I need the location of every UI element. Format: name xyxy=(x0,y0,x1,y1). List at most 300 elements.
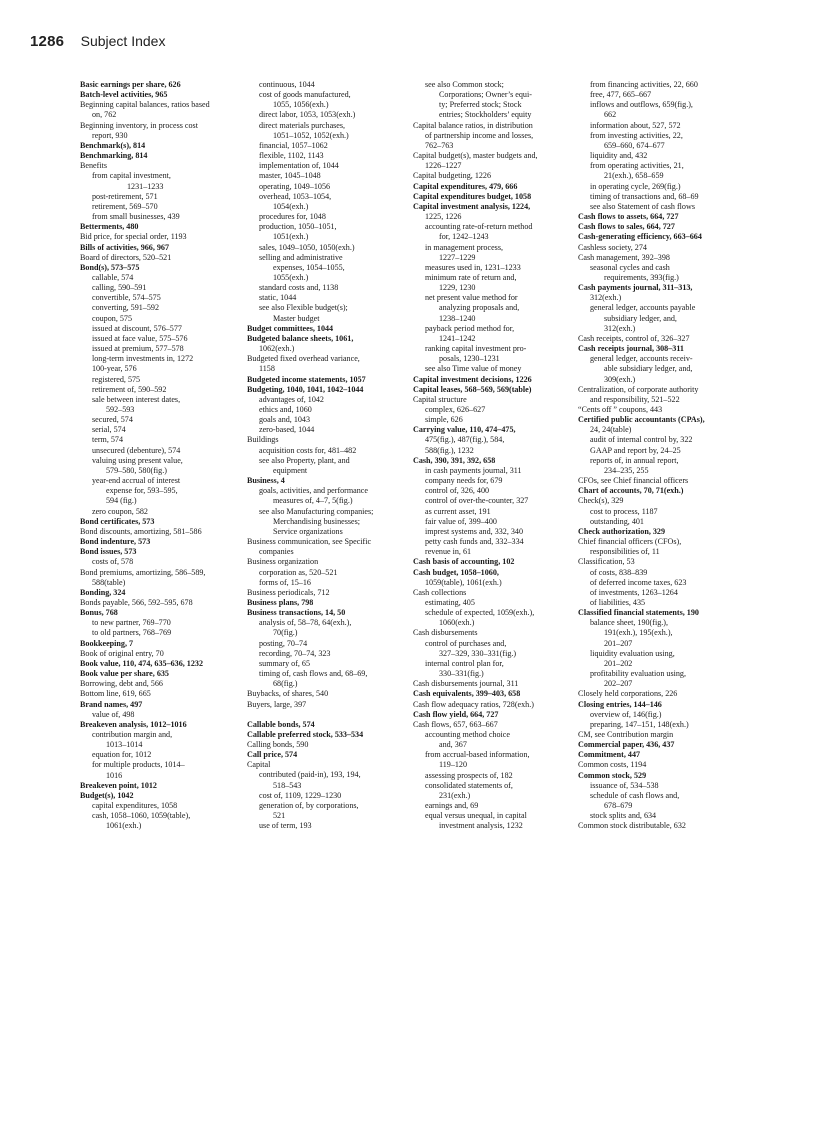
index-entry: cost of goods manufactured, xyxy=(259,90,351,100)
index-entry: timing of, cash flows and, 68–69, xyxy=(259,669,368,679)
index-entry: master, 1045–1048 xyxy=(259,171,321,181)
index-entry: Cash collections xyxy=(413,587,467,597)
index-entry: 1055, 1056(exh.) xyxy=(273,100,329,110)
index-entry: Commitment, 447 xyxy=(578,750,641,760)
index-entry: requirements, 393(fig.) xyxy=(604,272,679,282)
index-entry: 1059(table), 1061(exh.) xyxy=(425,577,502,587)
index-entry: seasonal cycles and cash xyxy=(590,262,670,272)
index-entry: Calling bonds, 590 xyxy=(247,740,309,749)
index-entry: 1016 xyxy=(106,770,123,780)
index-entry: 1055(exh.) xyxy=(273,272,309,282)
index-entry: Business organization xyxy=(247,557,319,567)
index-entry: Business transactions, 14, 50 xyxy=(247,608,346,618)
index-entry: Common costs, 1194 xyxy=(578,760,647,770)
index-entry: calling, 590–591 xyxy=(92,283,147,293)
index-entry: see also Common stock; xyxy=(425,80,504,89)
index-entry: information about, 527, 572 xyxy=(590,120,681,130)
index-entry: subsidiary ledger, and, xyxy=(604,313,677,323)
index-entry: secured, 574 xyxy=(92,415,133,425)
index-entry: in management process, xyxy=(425,242,503,252)
index-entry: 592–593 xyxy=(106,405,135,414)
index-entry: accounting rate-of-return method xyxy=(425,222,533,232)
index-entry: measures used in, 1231–1233 xyxy=(425,262,521,272)
index-entry: internal control plan for, xyxy=(425,658,504,668)
index-entry: Batch-level activities, 965 xyxy=(80,90,168,100)
index-entry: forms of, 15–16 xyxy=(259,577,311,587)
index-entry: Business communication, see Specific xyxy=(247,537,372,547)
index-entry: of liabilities, 435 xyxy=(590,597,646,607)
index-entry: payback period method for, xyxy=(425,323,515,333)
index-entry: equal versus unequal, in capital xyxy=(425,811,527,821)
index-entry: issued at face value, 575–576 xyxy=(92,333,188,343)
index-entry: measures of, 4–7, 5(fig.) xyxy=(273,496,353,506)
index-entry: acquisition costs for, 481–482 xyxy=(259,445,357,455)
index-entry: contribution margin and, xyxy=(92,730,173,739)
index-entry: 202–207 xyxy=(604,679,633,689)
index-entry: 327–329, 330–331(fig.) xyxy=(439,648,517,658)
index-entry: see also Statement of cash flows xyxy=(590,201,695,211)
index-entry: Buildings xyxy=(247,435,279,445)
index-entry: minimum rate of return and, xyxy=(425,272,517,282)
index-entry: 1238–1240 xyxy=(439,313,476,323)
index-entry: Bills of activities, 966, 967 xyxy=(80,242,170,252)
index-entry: Budget(s), 1042 xyxy=(80,790,134,800)
index-entry: Book of original entry, 70 xyxy=(80,648,164,658)
index-entry: imprest systems and, 332, 340 xyxy=(425,526,524,536)
index-entry: Capital expenditures, 479, 666 xyxy=(413,181,518,191)
index-entry: on, 762 xyxy=(92,110,117,120)
index-entry: Business plans, 798 xyxy=(247,597,314,607)
index-entry: Capital structure xyxy=(413,394,467,404)
index-entry: 1158 xyxy=(259,364,275,374)
index-entry: Check(s), 329 xyxy=(578,496,624,506)
index-entry: and, 367 xyxy=(439,740,467,750)
index-entry: Cash equivalents, 399–403, 658 xyxy=(413,689,521,699)
index-entry: 1062(exh.) xyxy=(259,344,295,354)
index-entry: outstanding, 401 xyxy=(590,516,644,526)
index-entry: summary of, 65 xyxy=(259,658,311,668)
index-entry: 659–660, 674–677 xyxy=(604,140,665,150)
index-entry: corporation as, 520–521 xyxy=(259,567,338,577)
index-entry: Centralization, of corporate authority xyxy=(578,384,699,394)
index-entry: ty; Preferred stock; Stock xyxy=(439,100,522,110)
index-entry: Merchandising businesses; xyxy=(273,516,360,526)
index-entry: Budget committees, 1044 xyxy=(247,323,334,333)
index-entry: investment analysis, 1232 xyxy=(439,821,523,831)
index-entry: able subsidiary ledger, and, xyxy=(604,364,693,374)
index-entry: equation for, 1012 xyxy=(92,750,152,760)
index-entry: zero coupon, 582 xyxy=(92,506,148,516)
index-entry: direct labor, 1053, 1053(exh.) xyxy=(259,110,356,120)
index-entry: Benchmarking, 814 xyxy=(80,151,148,161)
index-entry: overhead, 1053–1054, xyxy=(259,191,332,201)
index-entry: Cash-generating efficiency, 663–664 xyxy=(578,232,702,242)
index-entry: revenue in, 61 xyxy=(425,547,472,557)
index-entry: Bond premiums, amortizing, 586–589, xyxy=(80,567,206,577)
index-entry: from investing activities, 22, xyxy=(590,130,683,140)
index-entry: use of term, 193 xyxy=(259,821,312,831)
index-entry: cash, 1058–1060, 1059(table), xyxy=(92,811,191,821)
index-entry: implementation of, 1044 xyxy=(259,161,339,171)
index-entry: Book value per share, 635 xyxy=(80,669,169,679)
index-entry: 201–202 xyxy=(604,658,633,668)
index-entry: petty cash funds and, 332–334 xyxy=(425,537,524,547)
index-entry: Callable preferred stock, 533–534 xyxy=(247,729,364,739)
index-entry: of costs, 838–839 xyxy=(590,567,648,577)
index-entry: 1226–1227 xyxy=(425,161,462,171)
index-entry: goals and, 1043 xyxy=(259,415,311,425)
index-entry: for multiple products, 1014– xyxy=(92,760,185,770)
index-entry: 309(exh.) xyxy=(604,374,636,384)
index-entry: 1013–1014 xyxy=(106,740,143,750)
index-entry: 312(exh.) xyxy=(590,293,622,303)
index-column-4 xyxy=(578,80,744,832)
index-entry: from capital investment, xyxy=(92,171,171,181)
index-entry: posting, 70–74 xyxy=(259,638,308,648)
index-entry: financial, 1057–1062 xyxy=(259,140,328,150)
index-entry: in cash payments journal, 311 xyxy=(425,465,522,475)
index-entry: ethics and, 1060 xyxy=(259,405,312,414)
index-entry: Capital budgeting, 1226 xyxy=(413,171,492,181)
index-entry: Cash, 390, 391, 392, 658 xyxy=(413,455,496,465)
index-entry: Service organizations xyxy=(273,526,343,536)
index-entry: issued at premium, 577–578 xyxy=(92,344,184,354)
index-entry: 330–331(fig.) xyxy=(439,669,484,679)
index-entry: 662 xyxy=(604,110,617,120)
index-entry: capital expenditures, 1058 xyxy=(92,801,178,811)
index-entry: 1060(exh.) xyxy=(439,618,475,628)
index-entry: sales, 1049–1050, 1050(exh.) xyxy=(259,242,355,252)
index-entry: 1051–1052, 1052(exh.) xyxy=(273,130,349,140)
index-entry: to new partner, 769–770 xyxy=(92,618,171,628)
index-entry: long-term investments in, 1272 xyxy=(92,354,194,364)
index-entry: 1229, 1230 xyxy=(439,283,476,293)
index-entry: and responsibility, 521–522 xyxy=(590,394,680,404)
index-entry: 231(exh.) xyxy=(439,790,471,800)
index-entry: Bond issues, 573 xyxy=(80,547,137,557)
index-entry: Budgeted income statements, 1057 xyxy=(247,374,366,384)
index-entry: Capital leases, 568–569, 569(table) xyxy=(413,384,532,394)
index-entry: CM, see Contribution margin xyxy=(578,730,674,739)
index-entry: converting, 591–592 xyxy=(92,303,159,313)
index-entry: Capital balance ratios, in distribution xyxy=(413,120,533,130)
index-entry: issued at discount, 576–577 xyxy=(92,323,182,333)
index-entry: 1051(exh.) xyxy=(273,232,309,242)
index-entry: Bookkeeping, 7 xyxy=(80,638,134,648)
index-entry: Bond(s), 573–575 xyxy=(80,262,140,272)
index-entry: profitability evaluation using, xyxy=(590,669,686,679)
index-entry: preparing, 147–151, 148(exh.) xyxy=(590,719,689,729)
index-entry: term, 574 xyxy=(92,435,124,445)
index-entry: issuance of, 534–538 xyxy=(590,780,659,790)
index-entry: procedures for, 1048 xyxy=(259,212,326,222)
index-entry: Betterments, 480 xyxy=(80,222,139,232)
index-entry: Capital investment analysis, 1224, xyxy=(413,201,531,211)
index-entry: contributed (paid-in), 193, 194, xyxy=(259,770,361,780)
index-entry: 1061(exh.) xyxy=(106,821,142,831)
index-entry: companies xyxy=(259,547,294,557)
index-entry: from financing activities, 22, 660 xyxy=(590,80,698,89)
index-entry: see also Flexible budget(s); xyxy=(259,303,348,313)
index-entry: Book value, 110, 474, 635–636, 1232 xyxy=(80,658,203,668)
index-entry: Cash flows to assets, 664, 727 xyxy=(578,212,679,222)
index-entry: schedule of expected, 1059(exh.), xyxy=(425,608,535,618)
index-entry: 100-year, 576 xyxy=(92,364,137,374)
index-entry: standard costs and, 1138 xyxy=(259,283,339,293)
index-entry: Commercial paper, 436, 437 xyxy=(578,740,675,750)
index-entry: Bottom line, 619, 665 xyxy=(80,689,151,699)
index-entry: control of over-the-counter, 327 xyxy=(425,496,529,506)
index-entry: 70(fig.) xyxy=(273,628,298,638)
index-entry: consolidated statements of, xyxy=(425,780,513,790)
index-entry: from operating activities, 21, xyxy=(590,161,684,171)
index-entry: see also Property, plant, and xyxy=(259,455,350,465)
index-entry: general ledger, accounts receiv- xyxy=(590,354,693,364)
index-entry: Business periodicals, 712 xyxy=(247,587,330,597)
index-entry: of partnership income and losses, xyxy=(425,130,534,140)
index-entry: liquidity and, 432 xyxy=(590,151,648,161)
index-entry: Bonds payable, 566, 592–595, 678 xyxy=(80,597,193,607)
index-entry: Call price, 574 xyxy=(247,750,298,760)
index-entry: control of purchases and, xyxy=(425,638,507,648)
index-column-3 xyxy=(413,80,579,832)
index-entry: Cash payments journal, 311–313, xyxy=(578,283,693,293)
index-entry: “Cents off ” coupons, 443 xyxy=(578,405,663,414)
index-entry: GAAP and report by, 24–25 xyxy=(590,445,681,455)
index-entry: analyzing proposals and, xyxy=(439,303,520,313)
index-entry: as current asset, 191 xyxy=(425,506,491,516)
index-entry: Callable bonds, 574 xyxy=(247,719,315,729)
index-entry: flexible, 1102, 1143 xyxy=(259,151,324,161)
index-entry: simple, 626 xyxy=(425,415,463,425)
index-entry: Certified public accountants (CPAs), xyxy=(578,415,705,425)
index-entry: coupon, 575 xyxy=(92,313,133,323)
index-entry: Check authorization, 329 xyxy=(578,526,666,536)
index-entry: 21(exh.), 658–659 xyxy=(604,171,664,181)
index-entry: 68(fig.) xyxy=(273,679,298,689)
index-entry: 588(table) xyxy=(92,577,126,587)
index-entry: see also Time value of money xyxy=(425,364,522,374)
index-entry: to old partners, 768–769 xyxy=(92,628,172,638)
index-entry: Cash budget, 1058–1060, xyxy=(413,567,499,577)
index-entry: report, 930 xyxy=(92,130,128,140)
index-entry: 678–679 xyxy=(604,801,633,811)
index-entry: Classified financial statements, 190 xyxy=(578,608,699,618)
index-entry: Capital xyxy=(247,760,271,770)
index-entry: net present value method for xyxy=(425,293,518,303)
index-entry: cost of, 1109, 1229–1230 xyxy=(259,790,342,800)
index-entry: Cash receipts journal, 308–311 xyxy=(578,344,684,354)
index-entry: of investments, 1263–1264 xyxy=(590,587,678,597)
page-header xyxy=(30,33,165,51)
index-entry: expenses, 1054–1055, xyxy=(273,262,345,272)
index-entry: Breakeven point, 1012 xyxy=(80,780,157,790)
index-entry: post-retirement, 571 xyxy=(92,191,158,201)
index-entry: Breakeven analysis, 1012–1016 xyxy=(80,719,187,729)
index-entry: Bonus, 768 xyxy=(80,608,118,618)
index-entry: Capital expenditures budget, 1058 xyxy=(413,191,532,201)
index-entry: 594 (fig.) xyxy=(106,496,137,506)
index-entry: of deferred income taxes, 623 xyxy=(590,577,687,587)
index-entry: earnings and, 69 xyxy=(425,801,479,811)
index-entry: for, 1242–1243 xyxy=(439,232,489,242)
index-entry: estimating, 405 xyxy=(425,597,475,607)
index-entry: 762–763 xyxy=(425,140,454,150)
index-entry: accounting method choice xyxy=(425,730,510,739)
index-entry: 588(fig.), 1232 xyxy=(425,445,474,455)
index-entry: Bond indenture, 573 xyxy=(80,537,151,547)
index-entry: advantages of, 1042 xyxy=(259,394,324,404)
index-entry: analysis of, 58–78, 64(exh.), xyxy=(259,618,352,628)
page-number: 1286 xyxy=(30,33,65,50)
index-column-1 xyxy=(80,80,246,832)
index-entry: Buyers, large, 397 xyxy=(247,699,307,709)
index-entry: Bond certificates, 573 xyxy=(80,516,155,526)
index-entry: Cash flow yield, 664, 727 xyxy=(413,709,499,719)
index-entry: 1225, 1226 xyxy=(425,212,462,222)
index-entry: 24, 24(table) xyxy=(590,425,632,435)
index-entry: Beginning inventory, in process cost xyxy=(80,120,198,130)
index-entry: Brand names, 497 xyxy=(80,699,143,709)
index-entry: assessing prospects of, 182 xyxy=(425,770,513,780)
index-entry: Benchmark(s), 814 xyxy=(80,140,146,150)
index-entry: general ledger, accounts payable xyxy=(590,303,696,313)
index-entry: Capital investment decisions, 1226 xyxy=(413,374,532,384)
index-entry: direct materials purchases, xyxy=(259,120,346,130)
index-entry: Beginning capital balances, ratios based xyxy=(80,100,210,110)
index-entry: Corporations; Owner’s equi- xyxy=(439,90,532,100)
index-entry: Business, 4 xyxy=(247,476,285,486)
index-entry: Closing entries, 144–146 xyxy=(578,699,662,709)
index-entry: Cashless society, 274 xyxy=(578,242,647,252)
index-entry: free, 477, 665–667 xyxy=(590,90,652,100)
index-entry: inflows and outflows, 659(fig.), xyxy=(590,100,693,110)
index-entry: Capital budget(s), master budgets and, xyxy=(413,151,538,161)
index-entry: Cash flows to sales, 664, 727 xyxy=(578,222,675,232)
index-entry: operating, 1049–1056 xyxy=(259,181,331,191)
index-entry: 475(fig.), 487(fig.), 584, xyxy=(425,435,505,445)
index-entry: cost to process, 1187 xyxy=(590,506,658,516)
index-entry: static, 1044 xyxy=(259,293,297,303)
index-entry: costs of, 578 xyxy=(92,557,134,567)
index-entry: continuous, 1044 xyxy=(259,80,315,89)
index-entry: Cash flows, 657, 663–667 xyxy=(413,719,498,729)
index-entry: registered, 575 xyxy=(92,374,141,384)
index-entry: liquidity evaluation using, xyxy=(590,648,675,658)
index-entry: stock splits and, 634 xyxy=(590,811,657,821)
index-entry: Common stock, 529 xyxy=(578,770,647,780)
index-entry: Bond discounts, amortizing, 581–586 xyxy=(80,526,202,536)
index-entry: valuing using present value, xyxy=(92,455,183,465)
index-entry: 518–543 xyxy=(273,780,302,790)
index-entry: recording, 70–74, 323 xyxy=(259,648,331,658)
index-entry: retirement, 569–570 xyxy=(92,201,158,211)
index-entry: company needs for, 679 xyxy=(425,476,503,486)
index-entry: Carrying value, 110, 474–475, xyxy=(413,425,516,435)
index-entry: generation of, by corporations, xyxy=(259,800,359,810)
index-entry: 1231–1233 xyxy=(127,181,164,191)
index-entry: Chart of accounts, 70, 71(exh.) xyxy=(578,486,684,496)
index-entry: Master budget xyxy=(273,313,320,323)
index-entry: 1241–1242 xyxy=(439,333,476,343)
index-entry: convertible, 574–575 xyxy=(92,293,161,303)
index-entry: production, 1050–1051, xyxy=(259,222,337,232)
index-entry: Chief financial officers (CFOs), xyxy=(578,537,682,547)
index-entry: Classification, 53 xyxy=(578,557,635,567)
index-entry: Cash receipts, control of, 326–327 xyxy=(578,333,690,343)
index-entry: zero-based, 1044 xyxy=(259,425,315,435)
index-entry: sale between interest dates, xyxy=(92,394,181,404)
index-column-2 xyxy=(247,80,413,831)
index-entry: Common stock distributable, 632 xyxy=(578,821,686,831)
index-entry: schedule of cash flows and, xyxy=(590,790,680,800)
index-entry: 119–120 xyxy=(439,760,468,770)
index-entry: in operating cycle, 269(fig.) xyxy=(590,181,681,191)
index-entry: year-end accrual of interest xyxy=(92,476,181,486)
index-entry: Closely held corporations, 226 xyxy=(578,689,678,699)
index-entry: selling and administrative xyxy=(259,252,343,262)
index-entry xyxy=(247,710,413,720)
index-entry: Budgeted fixed overhead variance, xyxy=(247,354,360,364)
index-entry: 521 xyxy=(273,811,286,821)
index-entry: Cash disbursements journal, 311 xyxy=(413,679,519,689)
index-entry: unsecured (debenture), 574 xyxy=(92,445,181,455)
index-entry: entries; Stockholders’ equity xyxy=(439,110,532,120)
index-entry: Buybacks, of shares, 540 xyxy=(247,689,329,699)
index-entry: Basic earnings per share, 626 xyxy=(80,80,181,89)
index-entry: callable, 574 xyxy=(92,272,134,282)
index-entry: Cash basis of accounting, 102 xyxy=(413,557,515,567)
index-entry: Cash management, 392–398 xyxy=(578,252,670,262)
index-entry: overview of, 146(fig.) xyxy=(590,709,662,719)
index-entry: equipment xyxy=(273,465,308,475)
index-entry: timing of transactions and, 68–69 xyxy=(590,191,699,201)
index-entry: 201–207 xyxy=(604,638,633,648)
index-entry: CFOs, see Chief financial officers xyxy=(578,476,689,486)
index-entry: reports of, in annual report, xyxy=(590,455,679,465)
page-title: Subject Index xyxy=(80,33,166,49)
index-entry: Cash disbursements xyxy=(413,628,478,638)
index-entry: 234–235, 255 xyxy=(604,465,649,475)
index-entry: posals, 1230–1231 xyxy=(439,354,500,364)
index-entry: Bid price, for special order, 1193 xyxy=(80,232,187,242)
index-entry: expense for, 593–595, xyxy=(106,486,178,496)
index-entry: balance sheet, 190(fig.), xyxy=(590,618,668,628)
index-entry: retirement of, 590–592 xyxy=(92,384,167,394)
index-entry: Budgeting, 1040, 1041, 1042–1044 xyxy=(247,384,364,394)
index-entry: 1054(exh.) xyxy=(273,201,309,211)
index-entry: Budgeted balance sheets, 1061, xyxy=(247,333,354,343)
index-entry: goals, activities, and performance xyxy=(259,486,368,496)
index-entry: Benefits xyxy=(80,161,107,171)
index-entry: Bonding, 324 xyxy=(80,587,126,597)
index-entry: Board of directors, 520–521 xyxy=(80,252,172,262)
index-entry: Cash flow adequacy ratios, 728(exh.) xyxy=(413,699,534,709)
index-entry: 579–580, 580(fig.) xyxy=(106,465,167,475)
index-entry: 1227–1229 xyxy=(439,252,476,262)
index-entry: complex, 626–627 xyxy=(425,405,486,414)
index-entry: ranking capital investment pro- xyxy=(425,344,527,354)
index-entry: audit of internal control by, 322 xyxy=(590,435,693,445)
index-entry: control of, 326, 400 xyxy=(425,486,490,496)
index-entry: responsibilities of, 11 xyxy=(590,547,660,557)
index-entry: from accrual-based information, xyxy=(425,750,530,760)
index-entry: from small businesses, 439 xyxy=(92,212,180,222)
index-entry: 312(exh.) xyxy=(604,323,636,333)
index-entry: 191(exh.), 195(exh.), xyxy=(604,628,673,638)
index-entry: value of, 498 xyxy=(92,709,135,719)
index-entry: serial, 574 xyxy=(92,425,126,435)
